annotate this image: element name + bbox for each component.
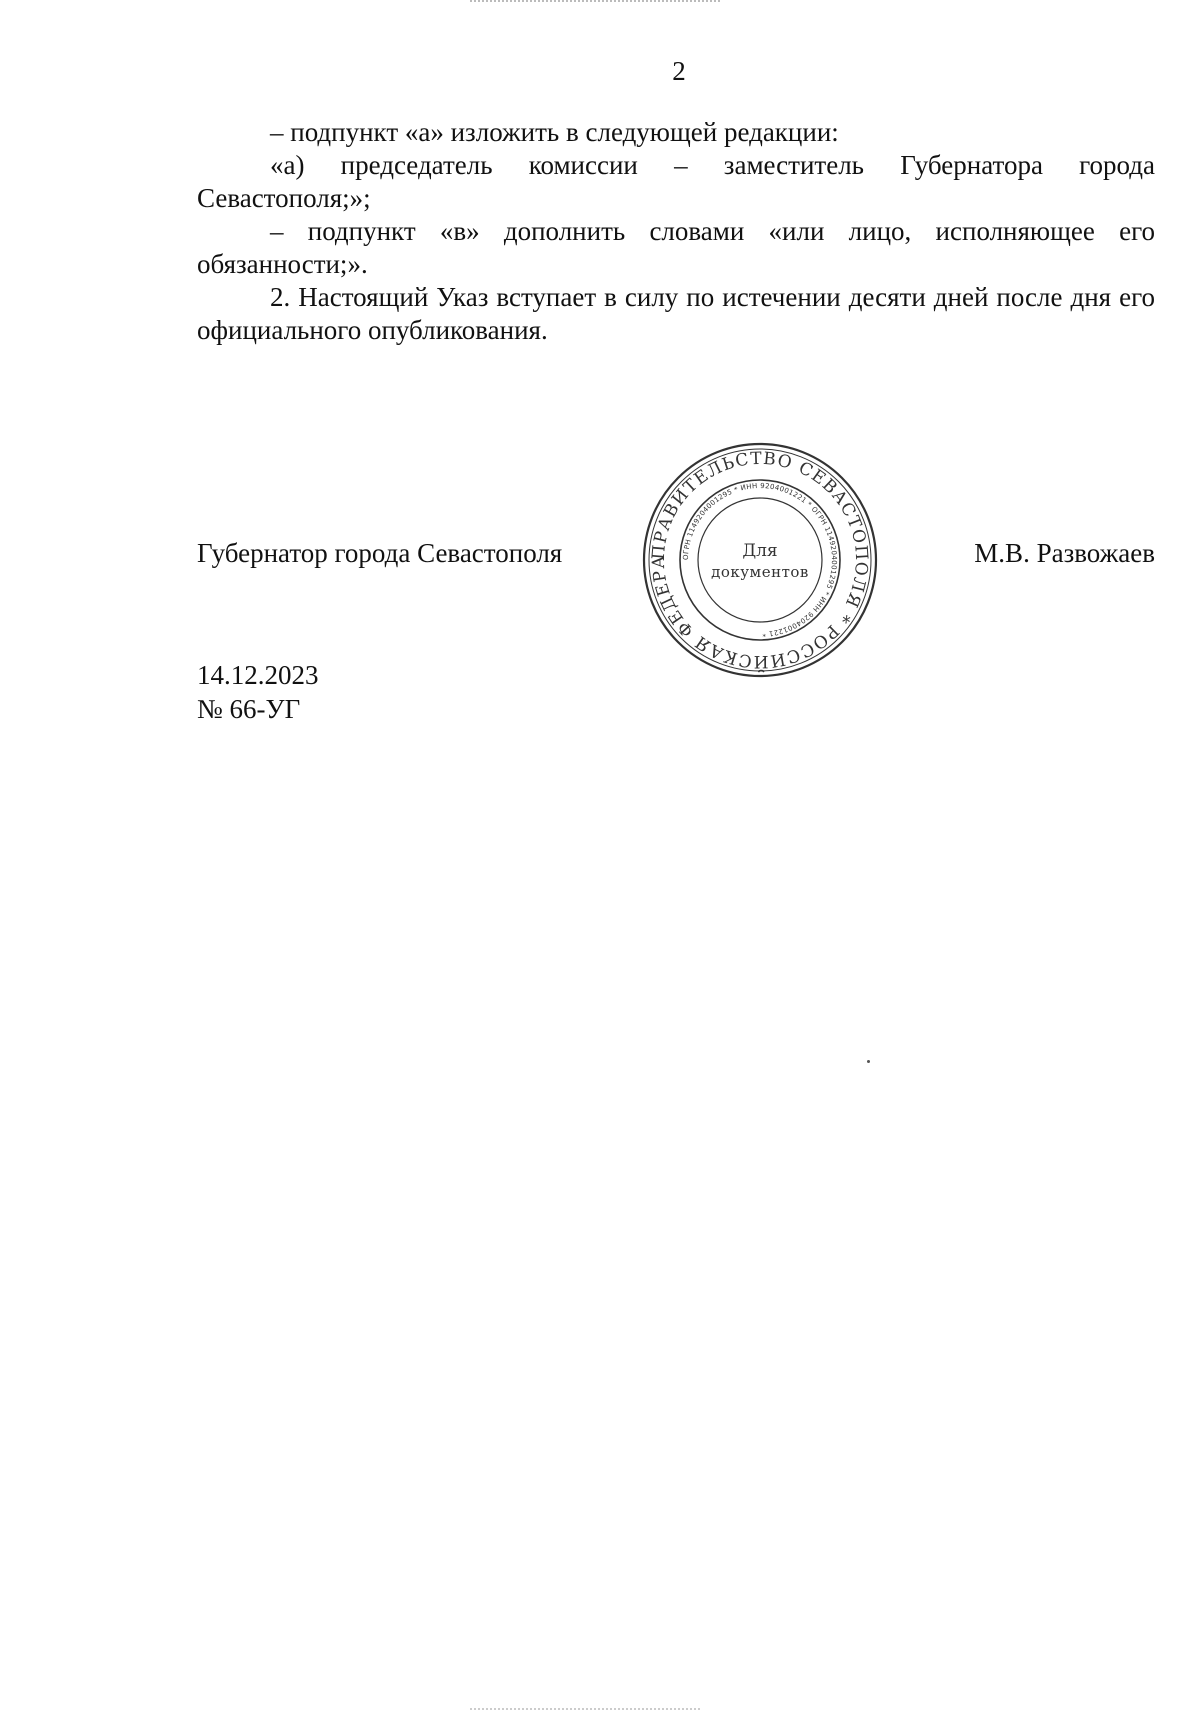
document-meta (197, 658, 319, 726)
page-number: 2 (672, 56, 686, 86)
paragraph-chairman: «а) председатель комиссии – заместитель Губернатора города Севастополя;»; (197, 150, 1155, 213)
seal-center-line-1: Для (742, 541, 778, 561)
document-date: 14.12.2023 (197, 660, 319, 690)
paragraph-subitem-v: – подпункт «в» дополнить словами «или лицо, исполняющее его обязанности;». (197, 216, 1155, 279)
scan-speck (867, 1060, 870, 1063)
decree-body (197, 116, 1155, 347)
seal-inner-text: ОГРН 1149204001295 * ИНН 9204001221 * ОГРН 1149204001295 * ИНН 9204001221 * (681, 481, 839, 638)
document-number: № 66-УГ (197, 694, 301, 724)
signer-name: М.В. Развожаев (974, 538, 1155, 568)
seal-icon (640, 440, 880, 680)
paragraph-effective-date: 2. Настоящий Указ вступает в силу по истечении десяти дней после дня его официального опубликования. (197, 282, 1155, 345)
signer-title: Губернатор города Севастополя (197, 538, 563, 568)
official-seal (640, 440, 880, 680)
scan-artifact-top (470, 0, 720, 6)
paragraph-subitem-a: – подпункт «а» изложить в следующей редакции: (270, 117, 839, 147)
seal-center-line-2: документов (711, 563, 809, 581)
seal-outer-text: ПРАВИТЕЛЬСТВО СЕВАСТОПОЛЯ * РОССИЙСКАЯ ФЕДЕРА (648, 448, 872, 672)
scan-artifact-bottom (470, 1704, 700, 1710)
